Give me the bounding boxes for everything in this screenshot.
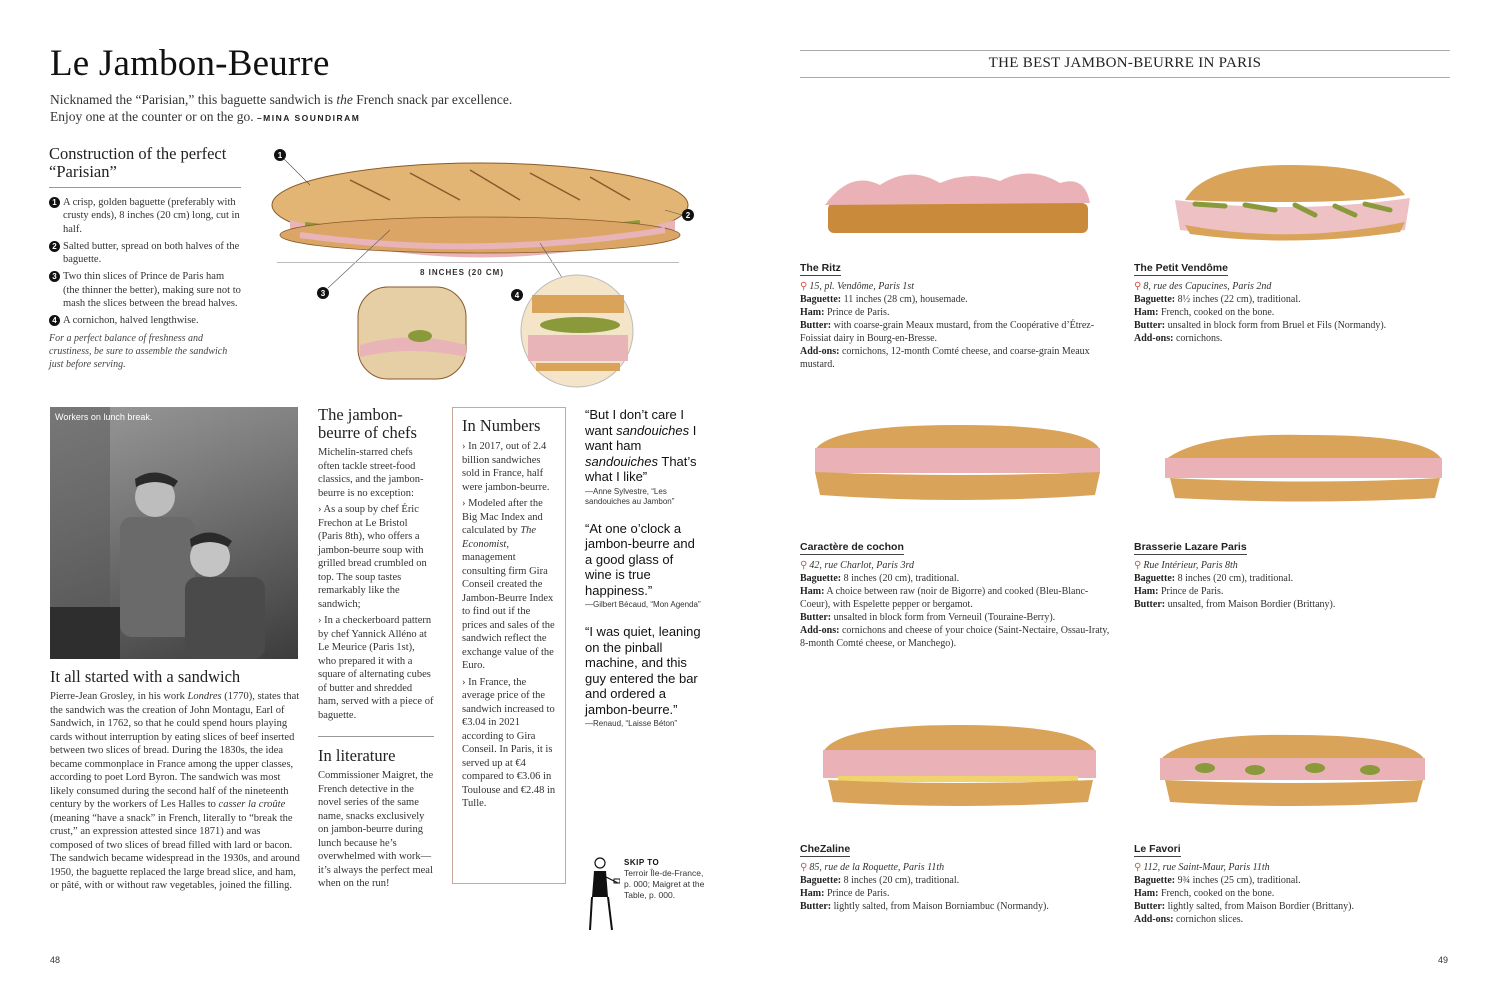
le-favori-sandwich-photo: [1155, 730, 1430, 810]
construction-tip: For a perfect balance of freshness and crustiness, be sure to assemble the sandwich just before serving.: [49, 332, 228, 370]
chefs-heading: The jambon-beurre of chefs: [318, 405, 417, 442]
quote: [585, 521, 703, 611]
brasserie-lazare-sandwich-photo: [1160, 430, 1445, 505]
spot-ham: Ham: French, cooked on the bone.: [1134, 888, 1275, 899]
spot-baguette: Baguette: 8 inches (20 cm), traditional.: [800, 573, 960, 584]
workers-figure-icon: [50, 407, 298, 659]
construction-item-text: Two thin slices of Prince de Paris ham (the thinner the better), making sure not to mash the slices between the bread halves.: [63, 271, 241, 310]
spot-butter: Butter: with coarse-grain Meaux mustard, from the Coopérative d’Étrez-Foissiat dairy in Bourg-en-Bresse.: [800, 320, 1095, 344]
intro-emphasis: the: [336, 92, 353, 107]
spot-address: ⚲ 112, rue Saint-Maur, Paris 11th: [1134, 862, 1270, 873]
header-rule-bottom: [800, 77, 1450, 78]
page-number-right: 49: [1438, 955, 1449, 965]
cross-section-icon: [358, 287, 466, 379]
history-heading: It all started with a sandwich: [50, 667, 241, 686]
location-pin-icon: ⚲: [1134, 281, 1142, 292]
chefs-bullet: › In a checkerboard pattern by chef Yannick Alléno at Le Meurice (Paris 1st), who prepared it with a square of alternating cubes of butter and shredded ham, served with a piece of baguette.: [318, 615, 434, 721]
skip-to-label: SKIP TO: [624, 858, 660, 867]
number-badge-icon: 4: [49, 315, 60, 326]
spot-petit-vendome: [1134, 258, 1444, 345]
quote: [585, 624, 703, 729]
spot-name[interactable]: The Petit Vendôme: [1134, 262, 1228, 274]
quote-source: —Gilbert Bécaud, “Mon Agenda”: [585, 600, 701, 609]
chezaline-sandwich-photo: [818, 720, 1098, 810]
intro-paragraph: [50, 92, 520, 126]
spot-address: ⚲ 42, rue Charlot, Paris 3rd: [800, 560, 914, 571]
spot-butter: Butter: lightly salted, from Maison Borniambuc (Normandy).: [800, 901, 1049, 912]
chefs-bullet: › As a soup by chef Éric Frechon at Le Bristol (Paris 8th), who offers a jambon-beurre soup with grilled bread crumbled on top. The soup tastes remarkably like the sandwich;: [318, 504, 427, 610]
spot-baguette: Baguette: 11 inches (28 cm), housemade.: [800, 294, 968, 305]
numbers-bullet: › Modeled after the Big Mac Index and calculated by The Economist, management consulting firm Gira Conseil created the Jambon-Beurre Index to find out if the prices and sales of the sandwich reflect the exchange value of the Euro.: [462, 498, 555, 671]
caractere-de-cochon-sandwich-photo: [810, 420, 1105, 505]
spot-baguette: Baguette: 8½ inches (22 cm), traditional.: [1134, 294, 1301, 305]
spot-name[interactable]: Caractère de cochon: [800, 541, 904, 553]
numbers-heading: In Numbers: [462, 416, 541, 435]
spot-ham: Ham: Prince de Paris.: [1134, 586, 1224, 597]
quote-source: —Anne Sylvestre, “Les sandouiches au Jambon”: [585, 486, 675, 506]
spot-name[interactable]: Le Favori: [1134, 843, 1181, 855]
page-number-left: 48: [50, 955, 61, 965]
spot-address: ⚲ Rue Intérieur, Paris 8th: [1134, 560, 1238, 571]
spot-addons: Add-ons: cornichons, 12-month Comté cheese, and coarse-grain Meaux mustard.: [800, 346, 1090, 370]
spot-addons: Add-ons: cornichons and cheese of your choice (Saint-Nectaire, Ossau-Iraty, 8-month Comté cheese, or Manchego).: [800, 625, 1110, 649]
quote: [585, 407, 703, 507]
ritz-sandwich-photo: [820, 165, 1095, 240]
spot-addons: Add-ons: cornichon slices.: [1134, 914, 1244, 925]
number-badge-icon: 3: [49, 271, 60, 282]
skip-to-text: [624, 857, 709, 901]
callout-1: 1: [277, 151, 283, 160]
spot-name[interactable]: The Ritz: [800, 262, 841, 274]
chefs-intro: Michelin-starred chefs often tackle street-food classics, and the jambon-beurre is no exception:: [318, 447, 424, 499]
baguette-drawing-icon: [272, 163, 688, 258]
quotes-column: [585, 407, 703, 743]
spot-ham: Ham: A choice between raw (noir de Bigorre) and cooked (Bleu-Blanc-Coeur), with Espelette pepper or bergamot.: [800, 586, 1089, 610]
callout-4: 4: [514, 291, 520, 300]
spot-baguette: Baguette: 8 inches (20 cm), traditional.: [1134, 573, 1294, 584]
spot-baguette: Baguette: 8 inches (20 cm), traditional.: [800, 875, 960, 886]
numbers-bullet: › In France, the average price of the sandwich increased to €3.04 in 2021 according to Gira Conseil. In Paris, it is served up at €4 compared to €3.06 in Toulouse and €2.48 in Tulle.: [462, 676, 556, 809]
callout-2: 2: [685, 211, 691, 220]
spot-address: ⚲ 15, pl. Vendôme, Paris 1st: [800, 281, 915, 292]
photo-caption: Workers on lunch break.: [55, 412, 153, 422]
workers-photo: [50, 407, 298, 659]
spot-butter: Butter: unsalted in block form from Bruel et Fils (Normandy).: [1134, 320, 1387, 331]
spot-le-favori: [1134, 839, 1444, 926]
chefs-section: [318, 406, 434, 894]
number-badge-icon: 2: [49, 241, 60, 252]
callout-3: 3: [320, 289, 326, 298]
intro-text-end: French snack par excellence. Enjoy one at the counter or on the go.: [50, 92, 513, 124]
dimension-line: [277, 262, 679, 263]
construction-item-text: Salted butter, spread on both halves of the baguette.: [63, 240, 240, 266]
quote-text: “But I don’t care I want sandouiches I want ham sandouiches That’s what I like”: [585, 407, 697, 484]
construction-item: [49, 270, 241, 310]
intro-text: Nicknamed the “Parisian,” this baguette sandwich is: [50, 92, 337, 107]
construction-item-text: A cornichon, halved lengthwise.: [63, 315, 199, 327]
history-body: Pierre-Jean Grosley, in his work Londres (1770), states that the sandwich was the creation of John Montagu, Earl of Sandwich, in 1762, so that he could spend hours playing cards without interruption by eating slices of beef inserted between two slices of bread. During the 1830s, the idea became commonplace in France among the upper classes, according to poet Lord Byron. The sandwich was most likely consumed during the second half of the nineteenth century by the workers of Les Halles to casser la croûte (meaning “have a snack” in French, literally to “break the crust,” an expression attested since 1871) and was composed of two slices of bread filled with lard or bacon. The sandwich became widespread in the 1930s, and around 1950, the baguette replaced the large bread slice, and ham, or pâté, with or without raw vegetables, joined the filling.: [50, 691, 300, 891]
spot-baguette: Baguette: 9¾ inches (25 cm), traditional.: [1134, 875, 1301, 886]
dimension-label: 8 INCHES (20 CM): [420, 268, 505, 277]
petit-vendome-sandwich-photo: [1165, 160, 1415, 245]
literature-body: Commissioner Maigret, the French detective in the novel series of the same name, snacks exclusively on jambon-beurre during lunch because he’s overwhelmed with work—it’s always the perfect meal when on the run!: [318, 770, 434, 889]
numbers-bullet: › In 2017, out of 2.4 billion sandwiches sold in France, half were jambon-beurre.: [462, 441, 550, 493]
spot-ham: Ham: Prince de Paris.: [800, 888, 890, 899]
construction-item-text: A crisp, golden baguette (preferably with crusty ends), 8 inches (20 cm) long, cut in half.: [63, 197, 240, 235]
spot-butter: Butter: lightly salted, from Maison Bordier (Brittany).: [1134, 901, 1354, 912]
quote-text: “I was quiet, leaning on the pinball machine, and this guy entered the bar and ordered a jambon-beurre.”: [585, 624, 701, 717]
construction-list: [49, 196, 241, 328]
spot-brasserie-lazare: [1134, 537, 1444, 611]
header-rule-top: [800, 50, 1450, 51]
construction-item: [49, 196, 241, 236]
spot-ham: Ham: French, cooked on the bone.: [1134, 307, 1275, 318]
skip-to-box: [584, 855, 709, 935]
location-pin-icon: ⚲: [800, 281, 808, 292]
spot-address: ⚲ 8, rue des Capucines, Paris 2nd: [1134, 281, 1272, 292]
spot-butter: Butter: unsalted, from Maison Bordier (Brittany).: [1134, 599, 1336, 610]
spot-address: ⚲ 85, rue de la Roquette, Paris 11th: [800, 862, 945, 873]
construction-item: [49, 240, 241, 267]
in-numbers-box: [452, 407, 566, 884]
spot-addons: Add-ons: cornichons.: [1134, 333, 1223, 344]
skip-to-references: Terroir Île-de-France, p. 000; Maigret at the Table, p. 000.: [624, 868, 705, 900]
location-pin-icon: ⚲: [1134, 560, 1142, 571]
number-badge-icon: 1: [49, 197, 60, 208]
byline: –MINA SOUNDIRAM: [256, 112, 361, 123]
construction-item: [49, 314, 241, 327]
quote-source: —Renaud, “Laisse Béton”: [585, 719, 678, 728]
construction-heading: Construction of the perfect “Parisian”: [49, 145, 241, 188]
literature-heading: In literature: [318, 746, 396, 765]
location-pin-icon: ⚲: [1134, 862, 1142, 873]
magnified-detail-icon: [521, 275, 633, 387]
location-pin-icon: ⚲: [800, 862, 808, 873]
divider: [318, 736, 434, 737]
location-pin-icon: ⚲: [800, 560, 808, 571]
spot-name[interactable]: Brasserie Lazare Paris: [1134, 541, 1247, 553]
section-heading: THE BEST JAMBON-BEURRE IN PARIS: [988, 55, 1262, 71]
spot-chezaline: [800, 839, 1110, 913]
page-title: Le Jambon-Beurre: [50, 43, 330, 84]
spot-caractere-de-cochon: [800, 537, 1110, 650]
construction-section: [49, 145, 241, 371]
spot-ham: Ham: Prince de Paris.: [800, 307, 890, 318]
history-section: [50, 667, 300, 893]
spot-butter: Butter: unsalted in block form from Verneuil (Touraine-Berry).: [800, 612, 1056, 623]
waiter-icon: [584, 855, 620, 935]
spot-name[interactable]: CheZaline: [800, 843, 851, 855]
quote-text: “At one o’clock a jambon-beurre and a good glass of wine is true happiness.”: [585, 520, 695, 598]
spot-the-ritz: [800, 258, 1110, 371]
